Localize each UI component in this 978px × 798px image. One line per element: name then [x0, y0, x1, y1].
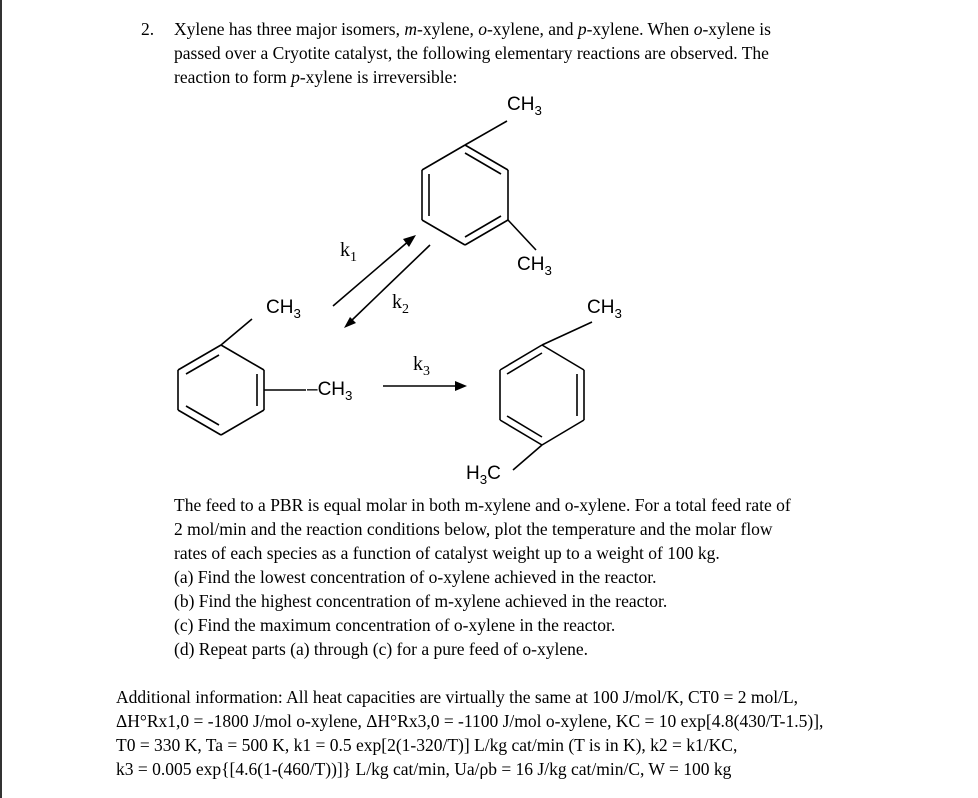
m-xylene-ch3-top: $CH_3$ [507, 94, 542, 118]
problem-number: 2. [141, 19, 155, 39]
additional-info-line-4: k3 = 0.005 exp{[4.6(1-(460/T))]} L/kg cat/min, Ua/ρb = 16 J/kg cat/min/C, W = 100 kg [116, 759, 732, 779]
additional-info-line-3: T0 = 330 K, Ta = 500 K, k1 = 0.5 exp[2(1-320/T)] L/kg cat/min (T is in K), k2 = k1/KC, [116, 735, 738, 755]
question-a: (a) Find the lowest concentration of o-xylene achieved in the reactor. [174, 567, 657, 587]
k3-arrowhead [455, 381, 467, 391]
o-xylene-ch3-top: $CH_3$ [266, 297, 301, 321]
question-b: (b) Find the highest concentration of m-xylene achieved in the reactor. [174, 591, 668, 611]
o-methyl-bond-top [221, 319, 252, 345]
question-d: (d) Repeat parts (a) through (c) for a pure feed of o-xylene. [174, 639, 588, 659]
p-xylene-h3c-bottom: $H_3C$ [466, 463, 501, 487]
m-methyl-bond-top [465, 121, 507, 145]
additional-info-line-2: ΔH°Rx1,0 = -1800 J/mol o-xylene, ΔH°Rx3,0 = -1100 J/mol o-xylene, KC = 10 exp[4.8(430/T-1.5)], [116, 711, 824, 731]
body-line-3: rates of each species as a function of catalyst weight up to a weight of 100 kg. [174, 543, 720, 563]
m-xylene-ch3-right: $CH_3$ [517, 254, 552, 278]
p-xylene-ring [500, 322, 592, 470]
k1-label: $k_1$ [340, 239, 357, 265]
question-c: (c) Find the maximum concentration of o-xylene in the reactor. [174, 615, 616, 635]
p-methyl-bond-top [542, 322, 592, 345]
intro-line-2: passed over a Cryotite catalyst, the following elementary reactions are observed. The [174, 43, 769, 63]
k2-label: $k_2$ [392, 291, 409, 317]
m-methyl-bond-right [508, 220, 536, 250]
p-xylene-ch3-top: $CH_3$ [587, 297, 622, 321]
intro-line-3: reaction to form p-xylene is irreversible: [174, 67, 458, 87]
body-line-1: The feed to a PBR is equal molar in both m-xylene and o-xylene. For a total feed rate of [174, 495, 791, 515]
intro-line-1: Xylene has three major isomers, m-xylene, o-xylene, and p-xylene. When o-xylene is [174, 19, 771, 39]
k3-label: $k_3$ [413, 353, 430, 379]
p-methyl-bond-bottom [513, 445, 542, 470]
o-xylene-ring [178, 319, 306, 435]
m-xylene-ring [422, 121, 536, 250]
body-line-2: 2 mol/min and the reaction conditions below, plot the temperature and the molar flow [174, 519, 773, 539]
o-xylene-ch3-right: $-CH_3$ [307, 379, 353, 403]
additional-info-line-1: Additional information: All heat capacities are virtually the same at 100 J/mol/K, CT0 = 2 mol/L, [116, 687, 799, 707]
